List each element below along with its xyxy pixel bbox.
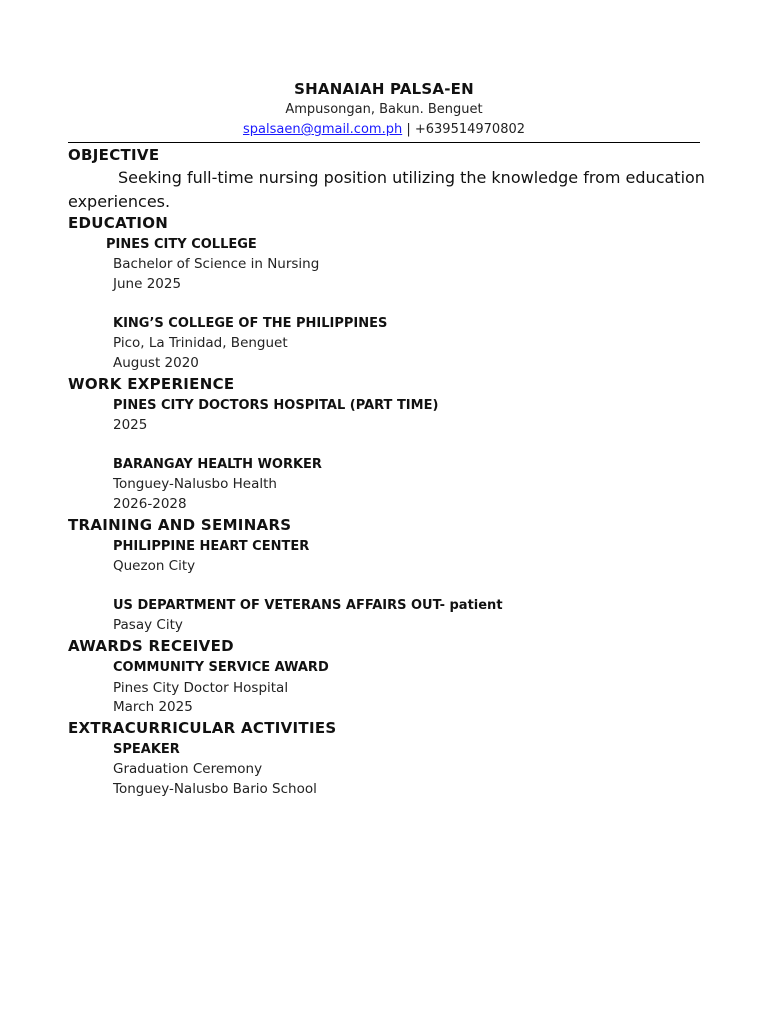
award-item-line: Pines City Doctor Hospital xyxy=(113,680,289,696)
header-rule xyxy=(68,142,700,143)
work-heading: WORK EXPERIENCE xyxy=(68,375,235,393)
education-item-title: PINES CITY COLLEGE xyxy=(106,237,257,252)
education-heading: EDUCATION xyxy=(68,214,169,232)
education-item-title: KING’S COLLEGE OF THE PHILIPPINES xyxy=(113,316,388,331)
education-item-line: August 2020 xyxy=(113,355,199,371)
work-item-line: Tonguey-Nalusbo Health xyxy=(113,476,277,492)
training-item-line: Quezon City xyxy=(113,558,196,574)
education-item-line: Bachelor of Science in Nursing xyxy=(113,256,320,272)
extracurricular-heading: EXTRACURRICULAR ACTIVITIES xyxy=(68,719,337,737)
education-item-line: June 2025 xyxy=(113,276,182,292)
training-item-title: PHILIPPINE HEART CENTER xyxy=(113,539,310,554)
contact-line xyxy=(0,122,768,137)
contact-separator: | xyxy=(402,122,415,137)
extracurricular-item-line: Graduation Ceremony xyxy=(113,761,263,777)
objective-text: Seeking full-time nursing position utilizing the knowledge from education experiences. xyxy=(68,168,705,211)
award-item-line: March 2025 xyxy=(113,699,193,715)
applicant-name: SHANAIAH PALSA-EN xyxy=(294,80,474,98)
email-link[interactable]: spalsaen@gmail.com.ph xyxy=(242,122,403,137)
applicant-address: Ampusongan, Bakun. Benguet xyxy=(285,102,483,117)
work-item-title: PINES CITY DOCTORS HOSPITAL (PART TIME) xyxy=(113,398,439,413)
work-item-line: 2026-2028 xyxy=(113,496,187,512)
training-item-title: US DEPARTMENT OF VETERANS AFFAIRS OUT- patient xyxy=(113,598,503,613)
work-item-line: 2025 xyxy=(113,417,148,433)
extracurricular-item-title: SPEAKER xyxy=(113,742,180,757)
extracurricular-item-line: Tonguey-Nalusbo Bario School xyxy=(113,781,317,797)
education-item-line: Pico, La Trinidad, Benguet xyxy=(113,335,288,351)
training-heading: TRAINING AND SEMINARS xyxy=(68,516,292,534)
training-item-line: Pasay City xyxy=(113,617,183,633)
page-blank-area xyxy=(0,810,768,1024)
objective-heading: OBJECTIVE xyxy=(68,146,160,164)
phone-number: +639514970802 xyxy=(414,122,526,137)
award-item-title: COMMUNITY SERVICE AWARD xyxy=(113,660,329,675)
work-item-title: BARANGAY HEALTH WORKER xyxy=(113,457,322,472)
awards-heading: AWARDS RECEIVED xyxy=(68,637,234,655)
